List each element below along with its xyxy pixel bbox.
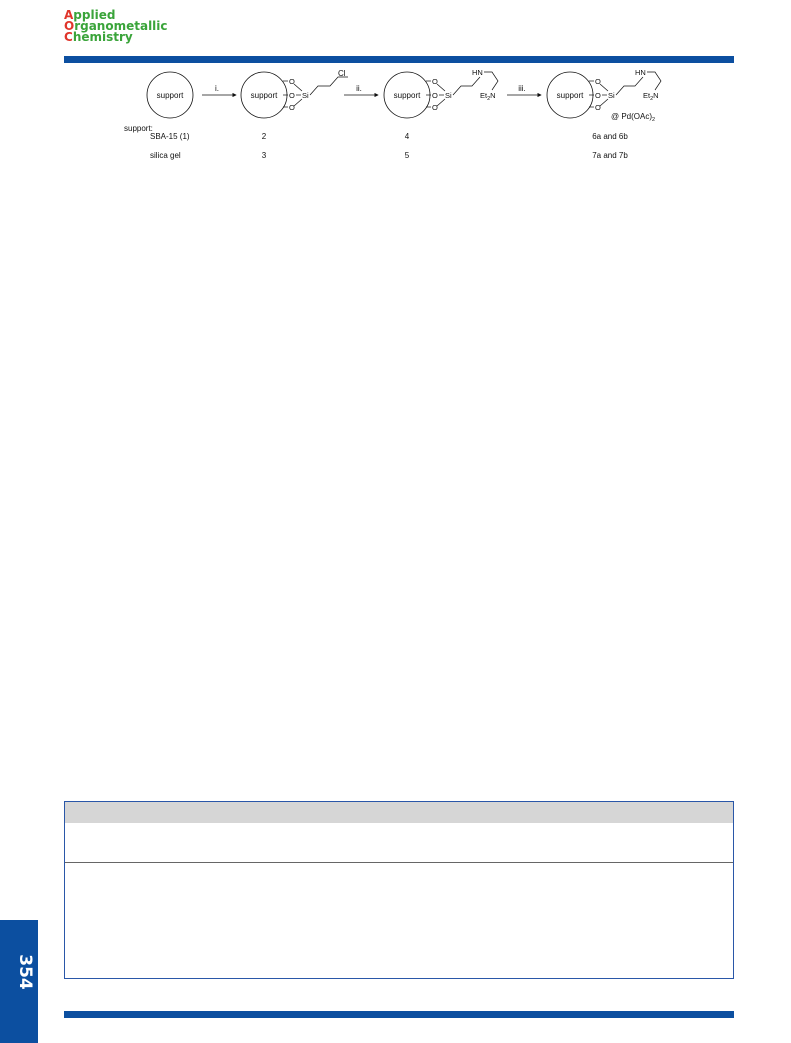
svg-text:O: O bbox=[289, 103, 295, 112]
support-label-2: support bbox=[250, 91, 278, 100]
journal-logo: Applied Organometallic Chemistry bbox=[64, 8, 168, 44]
svg-text:6a and 6b: 6a and 6b bbox=[592, 132, 628, 141]
chloro-group: Cl bbox=[338, 69, 346, 78]
svg-text:4: 4 bbox=[404, 132, 410, 141]
svg-text:HN: HN bbox=[472, 68, 483, 77]
page-number-tab bbox=[0, 920, 38, 1043]
svg-text:HN: HN bbox=[635, 68, 646, 77]
svg-text:O: O bbox=[595, 91, 601, 100]
table-divider bbox=[65, 862, 733, 863]
svg-text:O: O bbox=[432, 91, 438, 100]
support-row-1: SBA-15 (1) bbox=[150, 132, 190, 141]
svg-text:O: O bbox=[289, 77, 295, 86]
svg-text:O: O bbox=[432, 103, 438, 112]
footer-rule bbox=[64, 1011, 734, 1018]
svg-text:7a and 7b: 7a and 7b bbox=[592, 151, 628, 160]
support-label-1: support bbox=[156, 91, 184, 100]
svg-text:O: O bbox=[289, 91, 295, 100]
svg-text:Si: Si bbox=[445, 91, 452, 100]
support-heading: support: bbox=[124, 124, 153, 133]
svg-text:O: O bbox=[595, 103, 601, 112]
svg-text:O: O bbox=[432, 77, 438, 86]
svg-text:2: 2 bbox=[261, 132, 267, 141]
table-frame bbox=[64, 801, 734, 979]
ethyl-amine-group: $Et_2N$ bbox=[480, 91, 496, 102]
svg-text:Si: Si bbox=[608, 91, 615, 100]
svg-text:Si: Si bbox=[302, 91, 309, 100]
step-label-2: ii. bbox=[356, 84, 362, 93]
svg-text:O: O bbox=[595, 77, 601, 86]
support-label-4: support bbox=[556, 91, 584, 100]
svg-text:3: 3 bbox=[261, 151, 267, 160]
table-header-bar bbox=[65, 802, 733, 823]
reaction-scheme bbox=[124, 64, 690, 174]
svg-text:Et2N: $Et_2N$ bbox=[643, 91, 659, 102]
support-row-2: silica gel bbox=[150, 151, 181, 160]
pd-reagent-label: @ $Pd(OAc)_2$ bbox=[611, 112, 656, 123]
header-rule bbox=[64, 56, 734, 63]
step-label-1: i. bbox=[215, 84, 219, 93]
page-number: 354 bbox=[15, 954, 35, 990]
step-label-3: iii. bbox=[518, 84, 526, 93]
svg-text:5: 5 bbox=[404, 151, 410, 160]
support-label-3: support bbox=[393, 91, 421, 100]
